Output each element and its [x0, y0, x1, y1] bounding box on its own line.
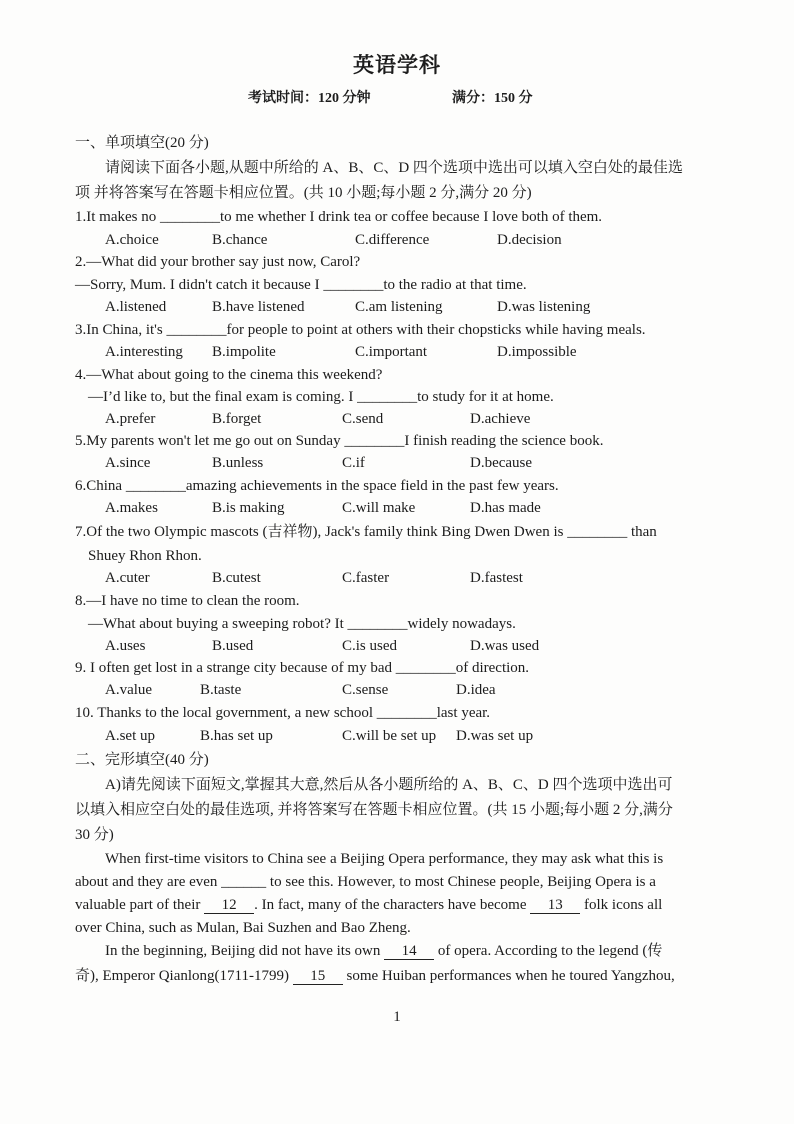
option-b: B.cutest [212, 570, 261, 586]
option-b: B.chance [212, 232, 268, 248]
instruction-line: A)请先阅读下面短文,掌握其大意,然后从各小题所给的 A、B、C、D 四个选项中选出可 [105, 777, 673, 793]
exam-title: 英语学科 [353, 53, 441, 77]
option-a: A.uses [105, 638, 146, 654]
option-d: D.decision [497, 232, 562, 248]
option-b: B.impolite [212, 344, 276, 360]
option-a: A.value [105, 682, 153, 698]
instruction-line: 以填入相应空白处的最佳选项, 并将答案写在答题卡相应位置。(共 15 小题;每小题 2 分,满分 [75, 802, 673, 818]
option-d: D.because [470, 455, 533, 471]
section-heading-1: 一、单项填空(20 分) [75, 135, 209, 151]
passage-text: 奇), Emperor Qianlong(1711-1799) [75, 968, 293, 984]
blank-number: 13 [530, 897, 580, 914]
question-stem: 7.Of the two Olympic mascots (吉祥物), Jack's family think Bing Dwen Dwen is ________ than [75, 524, 657, 540]
option-c: C.sense [342, 682, 389, 698]
passage-line [75, 895, 662, 915]
blank-number: 15 [293, 968, 343, 985]
passage-text: some Huiban performances when he toured Yangzhou, [342, 968, 675, 984]
question-stem: —Sorry, Mum. I didn't catch it because I ________to the radio at that time. [75, 277, 527, 293]
option-a: A.makes [105, 500, 158, 516]
option-a: A.prefer [105, 411, 156, 427]
option-d: D.has made [470, 500, 541, 516]
option-d: D.was used [470, 638, 540, 654]
option-c: C.am listening [355, 299, 443, 315]
section-heading-2: 二、完形填空(40 分) [75, 752, 209, 768]
option-a: A.interesting [105, 344, 183, 360]
option-d: D.impossible [497, 344, 577, 360]
option-d: D.was listening [497, 299, 591, 315]
option-a: A.cuter [105, 570, 150, 586]
blank-number: 14 [384, 943, 434, 960]
blank-number: 12 [204, 897, 254, 914]
option-d: D.was set up [456, 728, 534, 744]
question-stem: 1.It makes no ________to me whether I drink tea or coffee because I love both of them. [75, 209, 603, 225]
option-a: A.choice [105, 232, 159, 248]
question-stem: 6.China ________amazing achievements in the space field in the past few years. [75, 478, 559, 494]
question-stem: 4.—What about going to the cinema this weekend? [75, 367, 383, 383]
option-c: C.will make [342, 500, 416, 516]
option-c: C.faster [342, 570, 390, 586]
question-stem: —What about buying a sweeping robot? It ________widely nowadays. [88, 616, 516, 632]
page-number: 1 [393, 1009, 401, 1025]
option-b: B.unless [212, 455, 264, 471]
passage-line: about and they are even ______ to see this. However, to most Chinese people, Beijing Opera is a [75, 874, 656, 890]
question-stem: Shuey Rhon Rhon. [88, 548, 202, 564]
passage-line [105, 941, 662, 961]
passage-text: In the beginning, Beijing did not have its own [105, 943, 385, 959]
option-c: C.will be set up [342, 728, 437, 744]
option-b: B.is making [212, 500, 285, 516]
option-b: B.used [212, 638, 254, 654]
option-a: A.since [105, 455, 151, 471]
question-stem: 8.—I have no time to clean the room. [75, 593, 300, 609]
option-d: D.achieve [470, 411, 531, 427]
instruction-line: 请阅读下面各小题,从题中所给的 A、B、C、D 四个选项中选出可以填入空白处的最佳选 [105, 160, 683, 176]
instruction-line: 30 分) [75, 827, 114, 843]
option-d: D.fastest [470, 570, 523, 586]
passage-text: valuable part of their [75, 897, 205, 913]
passage-text: of opera. According to the legend (传 [434, 943, 663, 959]
option-b: B.taste [200, 682, 242, 698]
option-b: B.have listened [212, 299, 305, 315]
option-b: B.forget [212, 411, 262, 427]
question-stem: 5.My parents won't let me go out on Sunday ________I finish reading the science book. [75, 433, 604, 449]
passage-text: . In fact, many of the characters have become [254, 897, 531, 913]
passage-line: over China, such as Mulan, Bai Suzhen and Bao Zheng. [75, 920, 411, 936]
option-c: C.send [342, 411, 384, 427]
option-c: C.difference [355, 232, 430, 248]
option-d: D.idea [456, 682, 496, 698]
question-stem: —I’d like to, but the final exam is coming. I ________to study for it at home. [88, 389, 554, 405]
exam-score: 满分：150 分 [452, 91, 533, 106]
exam-time: 考试时间：120 分钟 [248, 91, 371, 106]
option-b: B.has set up [200, 728, 273, 744]
passage-line [75, 966, 675, 986]
question-stem: 10. Thanks to the local government, a new school ________last year. [75, 705, 491, 721]
passage-line: When first-time visitors to China see a Beijing Opera performance, they may ask what this is [105, 851, 664, 867]
instruction-line: 项 并将答案写在答题卡相应位置。(共 10 小题;每小题 2 分,满分 20 分) [75, 185, 532, 201]
option-a: A.listened [105, 299, 167, 315]
option-c: C.important [355, 344, 428, 360]
passage-text: folk icons all [580, 897, 663, 913]
question-stem: 2.—What did your brother say just now, Carol? [75, 254, 361, 270]
option-a: A.set up [105, 728, 155, 744]
question-stem: 9. I often get lost in a strange city because of my bad ________of direction. [75, 660, 530, 676]
option-c: C.if [342, 455, 365, 471]
question-stem: 3.In China, it's ________for people to point at others with their chopsticks while having meals. [75, 322, 646, 338]
option-c: C.is used [342, 638, 398, 654]
